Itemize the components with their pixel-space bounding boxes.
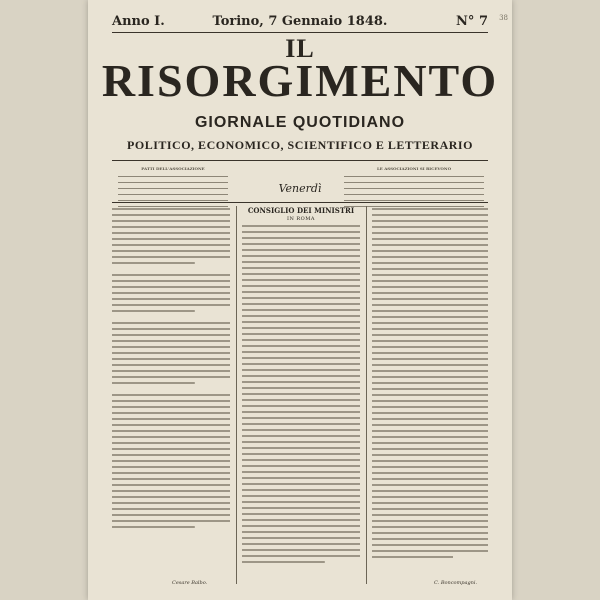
issue-date: Torino, 7 Gennaio 1848. [212,14,388,29]
center-column-heading: CONSIGLIO DEI MINISTRI [247,206,355,215]
issue-number: N° 7 [456,14,488,29]
subscription-offices-heading: LE ASSOCIAZIONI SI RICEVONO [376,166,452,171]
center-column [242,206,360,565]
left-column-text [112,206,230,530]
center-column-text [242,223,360,565]
masthead-subtitle: GIORNALE QUOTIDIANO [194,114,406,131]
header-divider [112,160,488,161]
weekday: Venerdì [278,182,322,195]
masthead-article: IL [285,34,315,63]
newspaper-page [88,0,512,600]
page-corner-mark: 38 [499,14,508,22]
masthead-description: POLITICO, ECONOMICO, SCIENTIFICO E LETTERARIO [127,138,473,152]
column-divider-1 [236,206,237,584]
subscription-terms-heading: PATTI DELL'ASSOCIAZIONE [141,166,205,171]
center-column-subheading: IN ROMA [286,216,316,222]
right-column [372,206,488,560]
left-column [112,206,230,530]
left-signature: Cesare Balbo. [172,580,208,586]
year-label: Anno I. [112,14,165,29]
right-column-text [372,206,488,560]
right-signature: C. Boncompagni. [434,580,478,586]
body-divider [112,202,488,203]
column-divider-2 [366,206,367,584]
masthead-title: RISORGIMENTO [101,55,499,106]
issue-header [112,10,488,33]
